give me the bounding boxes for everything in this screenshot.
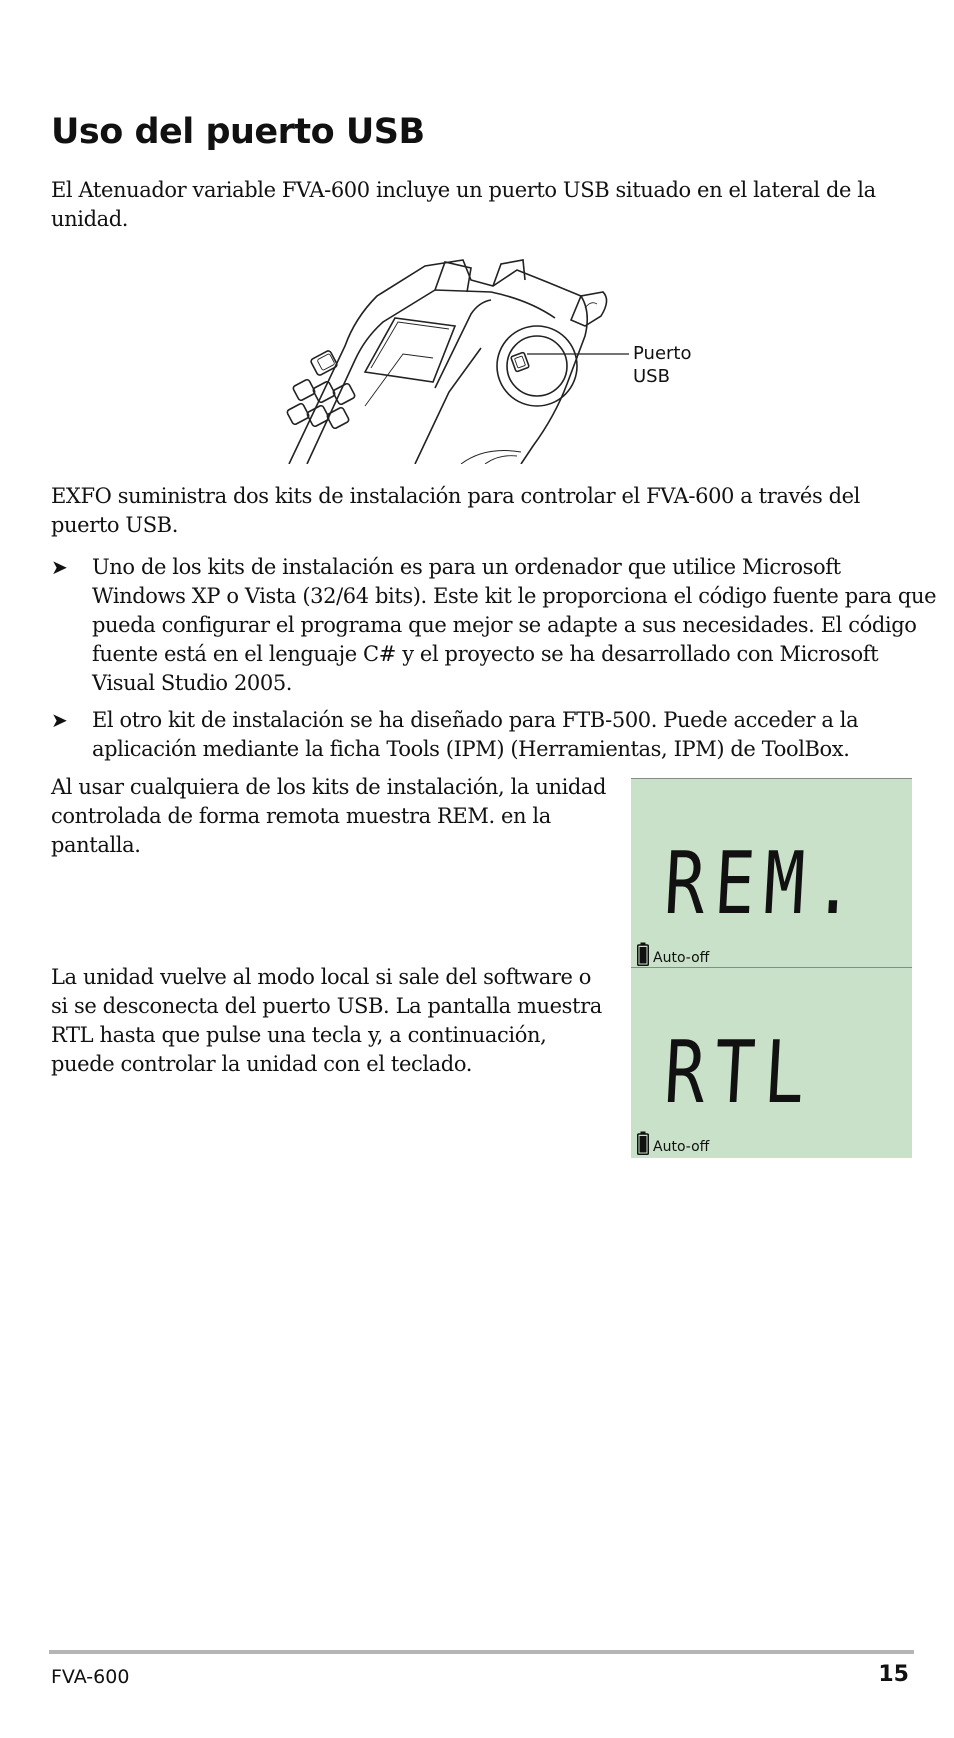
- lcd-status: [637, 1131, 709, 1155]
- auto-off-label: Auto-off: [653, 950, 710, 966]
- arrow-bullet-icon: ➤: [51, 708, 68, 732]
- lcd-status: [637, 942, 709, 966]
- page-title: Uso del puerto USB: [51, 112, 425, 152]
- lcd-screen-rem: [631, 778, 912, 969]
- bullet-text: El otro kit de instalación se ha diseñado para FTB-500. Puede acceder a la aplicación mediante la ficha Tools (IPM) (Herramientas, IPM) de ToolBox.: [92, 708, 859, 761]
- lcd-display-text: RTL: [661, 1023, 817, 1123]
- usb-port-callout: [633, 342, 692, 388]
- remote-paragraph: Al usar cualquiera de los kits de instalación, la unidad controlada de forma remota muestra REM. en la pantalla.: [51, 775, 607, 857]
- intro-paragraph: El Atenuador variable FVA-600 incluye un puerto USB situado en el lateral de la unidad.: [51, 178, 876, 231]
- local-paragraph: La unidad vuelve al modo local si sale del software o si se desconecta del puerto USB. La pantalla muestra RTL hasta que pulse una tecla y, a continuación, puede controlar la unidad con el teclado.: [51, 965, 602, 1076]
- footer-product: FVA-600: [51, 1666, 130, 1688]
- lcd-display-text: REM.: [661, 834, 867, 934]
- battery-icon: [637, 1131, 649, 1155]
- footer-page-number: 15: [878, 1662, 909, 1687]
- kits-intro-paragraph: EXFO suministra dos kits de instalación para controlar el FVA-600 a través del puerto USB.: [51, 484, 860, 537]
- arrow-bullet-icon: ➤: [51, 555, 68, 579]
- callout-line-2: USB: [633, 366, 670, 387]
- lcd-screen-rtl: [631, 967, 912, 1158]
- callout-line-1: Puerto: [633, 343, 692, 364]
- bullet-text: Uno de los kits de instalación es para un ordenador que utilice Microsoft Windows XP o Vista (32/64 bits). Este kit le proporciona el código fuente para que pueda configurar el programa que mejor se adapte a sus necesidades. El código fuente está en el lenguaje C# y el proyecto se ha desarrollado con Microsoft Visual Studio 2005.: [92, 555, 937, 695]
- battery-icon: [637, 942, 649, 966]
- auto-off-label: Auto-off: [653, 1139, 710, 1155]
- footer-rule: [49, 1650, 914, 1654]
